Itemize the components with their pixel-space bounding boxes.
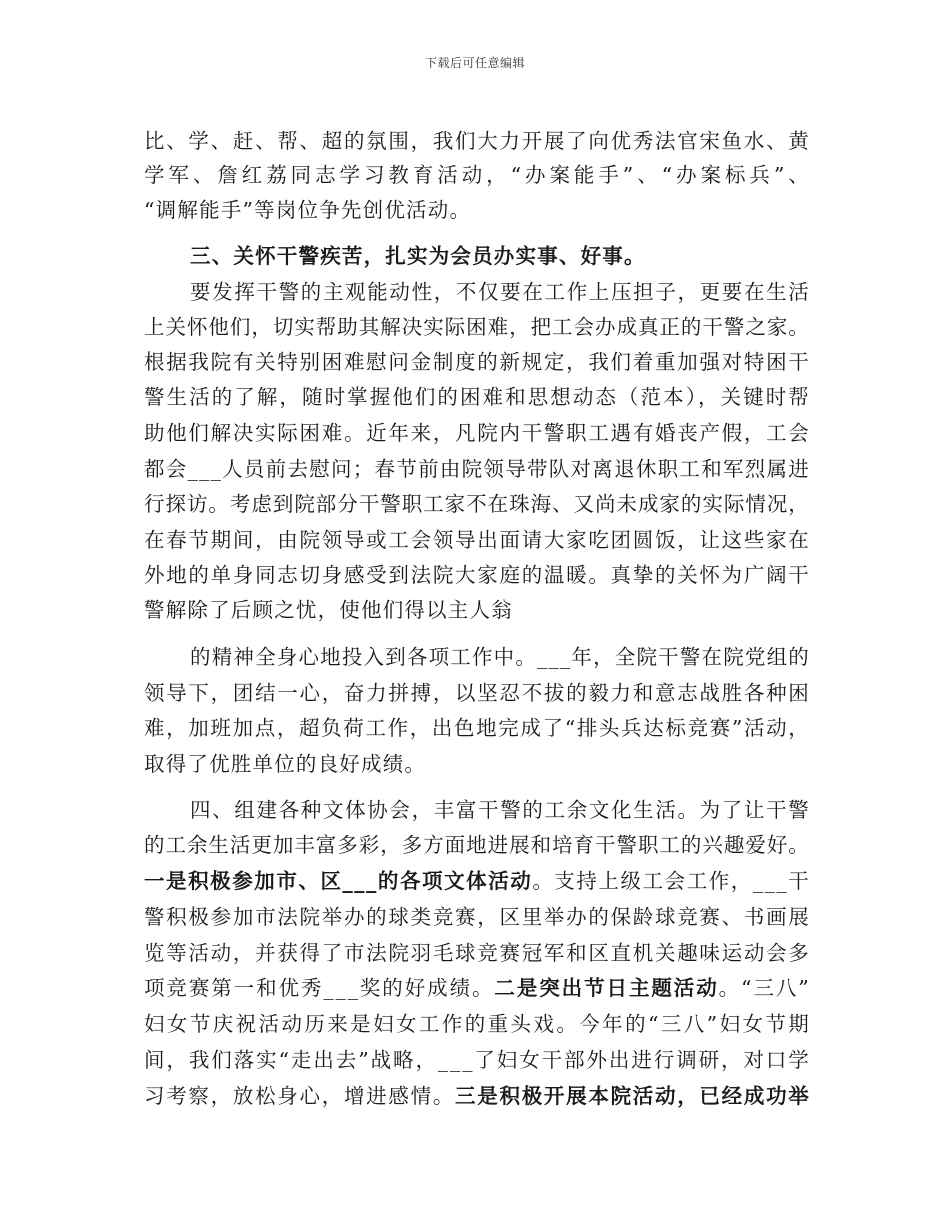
text-segment: 警积极参加市法院举办的球类竞赛，区里举办的保龄球竞赛、书画展: [144, 905, 811, 929]
text-line: [144, 1047, 811, 1073]
text-segment: 。支持上级工会工作，___干: [532, 869, 811, 893]
text-segment: 四、组建各种文体协会，丰富干警的工余文化生活。为了让干警: [190, 798, 811, 822]
text-segment: 习考察，放松身心，增进感情。: [144, 1084, 456, 1108]
text-segment: 上关怀他们，切实帮助其解决实际困难，把工会办成真正的干警之家。: [144, 315, 810, 339]
text-segment: 学军、詹红荔同志学习教育活动，“办案能手”、“办案标兵”、: [144, 163, 813, 187]
text-line: [144, 162, 813, 188]
text-line: [144, 527, 811, 553]
text-segment: 警生活的了解，随时掌握他们的困难和思想动态（范本），关键时帮: [144, 385, 811, 409]
text-line: [144, 975, 811, 1001]
text-segment: 难，加班加点，超负荷工作，出色地完成了“排头兵达标竞赛”活动，: [144, 716, 811, 740]
text-line: [144, 1011, 811, 1037]
bold-text-segment: 三是积极开展本院活动，已经成功举: [455, 1084, 811, 1108]
bold-text-segment: 二是突出节日主题活动: [494, 976, 719, 1000]
text-segment: 间，我们落实“走出去”战略，___了妇女干部外出进行调研，对口学: [144, 1048, 811, 1072]
text-segment: 。“三八”: [718, 976, 811, 1000]
text-line: [144, 940, 811, 966]
text-segment: 警解除了后顾之忧，使他们得以主人翁: [144, 598, 513, 622]
text-line: [190, 243, 646, 269]
text-segment: 助他们解决实际困难。近年来，凡院内干警职工遇有婚丧产假，工会: [144, 421, 811, 445]
text-segment: 要发挥干警的主观能动性，不仅要在工作上压担子，更要在生活: [190, 280, 811, 304]
text-line: [144, 197, 471, 223]
bold-text-segment: 一是积极参加市、区___的各项文体活动: [144, 869, 533, 893]
text-line: [190, 797, 810, 823]
text-line: [144, 1083, 811, 1109]
text-segment: 行探访。考虑到院部分干警职工家不在珠海、又尚未成家的实际情况，: [144, 492, 810, 516]
text-line: [144, 384, 811, 410]
page-header: 下载后可任意编辑: [424, 56, 525, 70]
text-segment: 的工余生活更加丰富多彩，多方面地进展和培育干警职工的兴趣爱好。: [144, 833, 810, 857]
text-segment: 的精神全身心地投入到各项工作中。___年，全院干警在院党组的: [190, 645, 810, 669]
text-line: [144, 868, 810, 894]
text-segment: 领导下，团结一心，奋力拼搏，以坚忍不拔的毅力和意志战胜各种困: [144, 681, 811, 705]
text-segment: 取得了优胜单位的良好成绩。: [144, 752, 427, 776]
text-line: [144, 349, 811, 375]
text-segment: 妇女节庆祝活动历来是妇女工作的重头戏。今年的“三八”妇女节期: [144, 1012, 812, 1036]
text-line: [144, 597, 513, 623]
text-segment: 根据我院有关特别困难慰问金制度的新规定，我们着重加强对特困干: [144, 350, 811, 374]
text-line: [144, 562, 811, 588]
text-segment: 外地的单身同志切身感受到法院大家庭的温暖。真挚的关怀为广阔干: [144, 563, 811, 587]
text-line: [144, 751, 426, 777]
text-line: [144, 904, 811, 930]
text-line: [144, 314, 810, 340]
text-line: [144, 832, 810, 858]
text-segment: 项竞赛第一和优秀___奖的好成绩。: [144, 976, 495, 1000]
text-segment: 比、学、赶、帮、超的氛围，我们大力开展了向优秀法官宋鱼水、黄: [144, 129, 811, 153]
text-segment: 览等活动，并获得了市法院羽毛球竞赛冠军和区直机关趣味运动会多: [144, 941, 811, 965]
text-segment: “调解能手”等岗位争先创优活动。: [144, 198, 472, 222]
text-line: [144, 715, 810, 741]
bold-text-segment: 三、关怀干警疾苦，扎实为会员办实事、好事。: [190, 244, 646, 268]
text-line: [144, 491, 810, 517]
text-line: [190, 644, 810, 670]
text-line: [144, 456, 810, 482]
text-line: [144, 680, 811, 706]
text-line: [144, 128, 811, 154]
text-line: [144, 420, 811, 446]
text-line: [190, 279, 810, 305]
text-segment: 都会___人员前去慰问；春节前由院领导带队对离退休职工和军烈属进: [144, 457, 811, 481]
text-segment: 在春节期间，由院领导或工会领导出面请大家吃团圆饭，让这些家在: [144, 528, 811, 552]
